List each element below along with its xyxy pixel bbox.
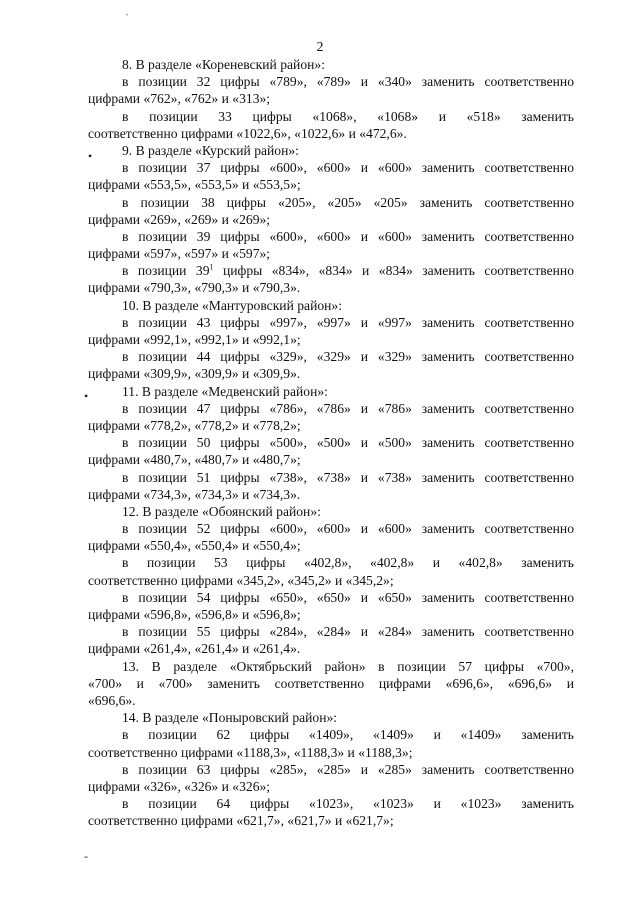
text-line: цифрами «261,4», «261,4» и «261,4». (88, 641, 301, 657)
text-line: 10. В разделе «Мантуровский район»: (122, 297, 342, 313)
text-line: цифрами «550,4», «550,4» и «550,4»; (88, 538, 301, 554)
text-line: в позиции 43 цифры «997», «997» и «997» заменить соответственно (122, 314, 574, 330)
scan-speck: ˈ (125, 11, 129, 25)
text-line: 11. В разделе «Медвенский район»: (122, 383, 328, 399)
text-line: соответственно цифрами «1188,3», «1188,3» и «1188,3»; (88, 744, 413, 760)
text-line: в позиции 51 цифры «738», «738» и «738» заменить соответственно (122, 469, 574, 485)
text-line: в позиции 52 цифры «600», «600» и «600» заменить соответственно (122, 521, 574, 537)
text-line: в позиции 47 цифры «786», «786» и «786» заменить соответственно (122, 400, 574, 416)
text-line: в позиции 50 цифры «500», «500» и «500» заменить соответственно (122, 435, 574, 451)
text-line: в позиции 37 цифры «600», «600» и «600» заменить соответственно (122, 160, 574, 176)
page-number: 2 (316, 40, 324, 55)
text-line: соответственно цифрами «345,2», «345,2» и «345,2»; (88, 572, 394, 588)
text-line: в позиции 54 цифры «650», «650» и «650» заменить соответственно (122, 589, 574, 605)
text-line: цифрами «553,5», «553,5» и «553,5»; (88, 177, 301, 193)
text-line: 12. В разделе «Обоянский район»: (122, 503, 321, 519)
text-line: в позиции 53 цифры «402,8», «402,8» и «402,8» заменить (122, 555, 574, 571)
scan-speck: - (84, 849, 88, 863)
text-line: соответственно цифрами «621,7», «621,7» и «621,7»; (88, 813, 394, 829)
text-line: цифрами «734,3», «734,3» и «734,3». (88, 486, 301, 502)
text-line: в позиции 38 цифры «205», «205» «205» заменить соответственно (122, 194, 574, 210)
text-line: в позиции 44 цифры «329», «329» и «329» заменить соответственно (122, 349, 574, 365)
text-line: в позиции 62 цифры «1409», «1409» и «1409» заменить (122, 727, 574, 743)
text-line: 13. В разделе «Октябрьский район» в позиции 57 цифры «700», (122, 658, 574, 674)
text-line: в позиции 32 цифры «789», «789» и «340» заменить соответственно (122, 74, 574, 90)
text-line: цифрами «269», «269» и «269»; (88, 211, 271, 227)
text-line: цифрами «480,7», «480,7» и «480,7»; (88, 452, 301, 468)
text-line: цифрами «992,1», «992,1» и «992,1»; (88, 332, 301, 347)
text-line: соответственно цифрами «1022,6», «1022,6» и «472,6». (88, 125, 407, 141)
text-line: цифрами «762», «762» и «313»; (88, 91, 271, 107)
scan-speck: • (88, 149, 93, 163)
superscript: 1 (209, 262, 214, 272)
text-line: 14. В разделе «Поныровский район»: (122, 710, 338, 726)
text-line: 8. В разделе «Кореневский район»: (122, 57, 325, 72)
text-line: цифрами «790,3», «790,3» и «790,3». (88, 280, 301, 296)
text-line: цифрами «309,9», «309,9» и «309,9». (88, 366, 301, 382)
text-line: цифрами «596,8», «596,8» и «596,8»; (88, 607, 301, 622)
text-line: в позиции 64 цифры «1023», «1023» и «1023» заменить (122, 796, 574, 812)
text-line: «696,6». (88, 692, 136, 708)
text-line: в позиции 63 цифры «285», «285» и «285» заменить соответственно (122, 761, 574, 777)
text-line: «700» и «700» заменить соответственно цифрами «696,6», «696,6» и (88, 675, 574, 691)
text-line: в позиции 55 цифры «284», «284» и «284» заменить соответственно (122, 624, 574, 640)
text-line: в позиции 39 цифры «600», «600» и «600» заменить соответственно (122, 228, 574, 244)
text-line: цифрами «597», «597» и «597»; (88, 246, 271, 262)
scan-speck: • (84, 389, 89, 403)
text-line: цифрами «778,2», «778,2» и «778,2»; (88, 417, 301, 433)
document-body (88, 56, 574, 829)
text-line: цифрами «326», «326» и «326»; (88, 778, 271, 794)
text-line: 9. В разделе «Курский район»: (122, 142, 299, 158)
text-line: в позиции 33 цифры «1068», «1068» и «518» заменить (122, 108, 574, 124)
text-line: в позиции $39^1$ цифры «834», «834» и «834» заменить соответственно (122, 262, 574, 279)
